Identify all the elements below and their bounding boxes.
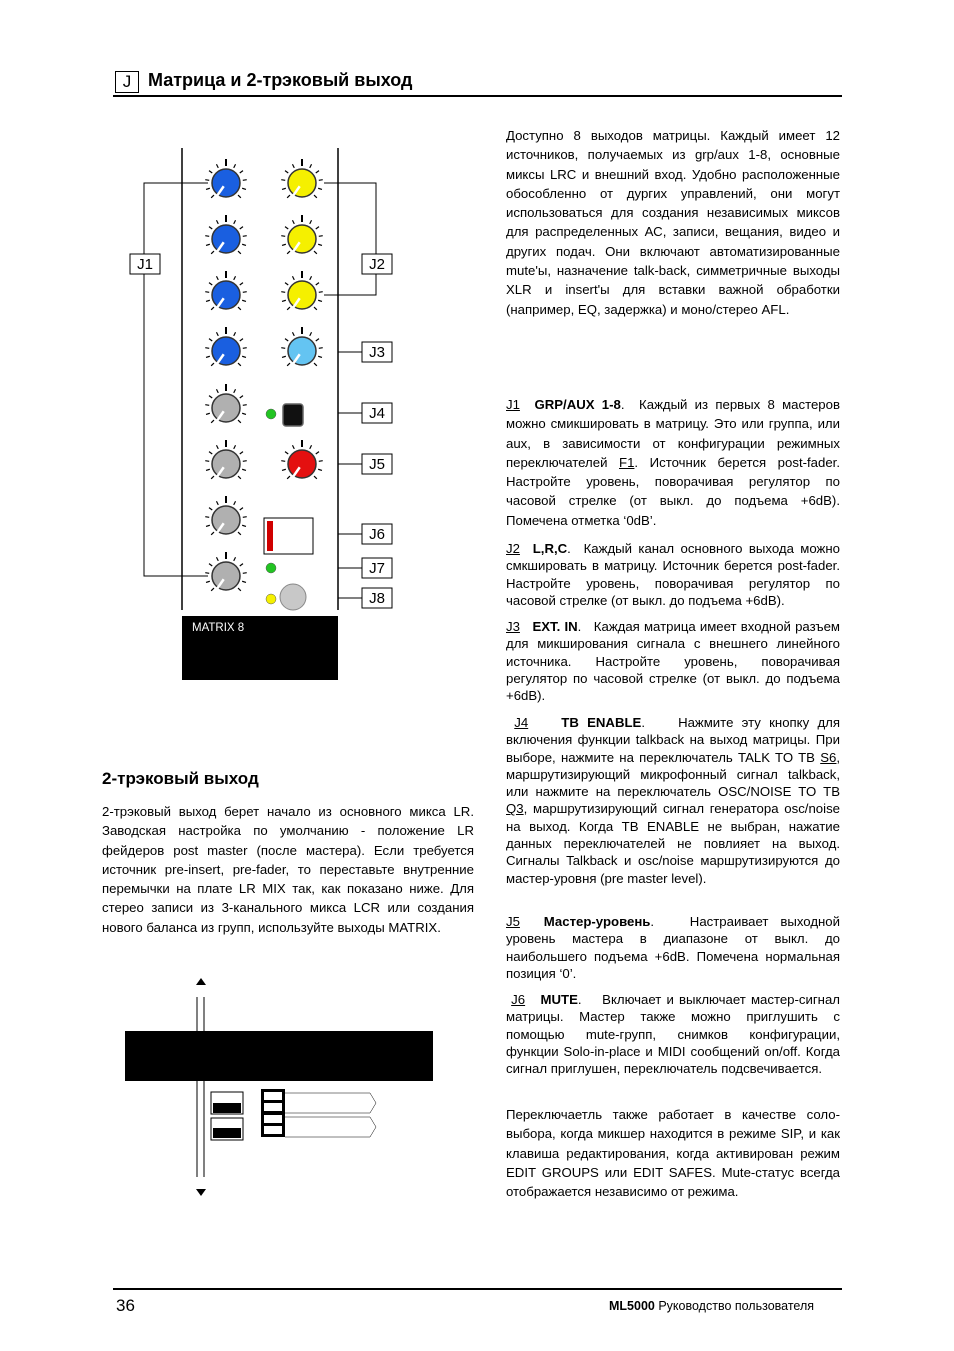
label-j2: [362, 254, 392, 274]
item-ref: J6: [511, 992, 526, 1007]
item-ref: J3: [506, 619, 520, 634]
svg-text:J8: J8: [369, 590, 385, 607]
item-title: TB ENABLE: [561, 715, 642, 730]
label-j8: [362, 588, 392, 608]
item-ref: J4: [514, 715, 529, 730]
intro-paragraph: Доступно 8 выходов матрицы. Каждый имеет 12 источников, получаемых из grp/aux 1-8, основные миксы LRC и внешний вход. Удобно расположенные обособленно от дургих управлений, они могут использоваться для создания независимых миксов для распределенных АС, записи, вещания, видео и других подач. Они включают автоматизированные mute'ы, назначение talk-back, симметричные выходы XLR и insert'ы для вставки важной обработки (например, EQ, задержка) и моно/стерео AFL.: [506, 128, 840, 317]
cross-ref-link[interactable]: S6,: [820, 749, 840, 765]
page-number: 36: [116, 1296, 135, 1315]
item-title: MUTE: [540, 992, 578, 1007]
svg-text:J4: J4: [369, 405, 385, 422]
arrow-down-icon: [196, 1189, 206, 1196]
item-ref: J1: [506, 397, 520, 412]
label-j1: [130, 254, 160, 274]
svg-text:J5: J5: [369, 456, 385, 473]
label-j7: [362, 558, 392, 578]
footer-rule: [113, 1288, 842, 1290]
arrow-up-icon: [196, 978, 206, 985]
figure-labels: [120, 140, 400, 690]
svg-text:J7: J7: [369, 560, 385, 577]
item-j1: J1 GRP/AUX 1-8. Каждый из первых 8 мастеров можно смикшировать в матрицу. Это или группа, или aux, в зависимости от конфигурации режимных переключателей F1. Источник берется post-fader. Настройте уровень, поворачивая регулятор по часовой стрелке (от выкл. до подъема +6dB). Помечена отметка ‘0dB’.: [506, 397, 840, 528]
twotrack-paragraph: 2-трэковый выход берет начало из основного микса LR. Заводская настройка по умолчанию - положение LR фейдеров post master (после мастера). Если требуется источник pre-insert, pre-fader, то переставьте внутренние перемычки на плате LR MIX так, как показано ниже. Для стерео записи из 3-канального микса LCR или создания нового баланса из групп, используйте выходы MATRIX.: [102, 804, 474, 935]
item-j6: J6 MUTE. Включает и выключает мастер-сигнал матрицы. Мастер также можно приглушить с помощью mute-групп, снимков конфигурации, функции Solo-in-place и MIDI сообщений on/off. Когда сигнал приглушен, переключатель подсвечивается.: [506, 992, 840, 1077]
label-j6: [362, 524, 392, 544]
twotrack-heading: 2-трэковый выход: [102, 769, 259, 788]
board-edge: [125, 1031, 433, 1081]
item-title: L,R,C: [532, 541, 568, 556]
section-title: Матрица и 2-трэковый выход: [148, 70, 413, 90]
mute-extra-paragraph: Переключаетль также работает в качестве соло-выбора, когда микшер находится в режиме SIP, и как клавиша редактирования, когда активирован режим EDIT GROUPS или EDIT SAFES. Mute-статус всегда отображается независимо от режима.: [506, 1107, 840, 1200]
label-j4: [362, 403, 392, 423]
label-j3: [362, 342, 392, 362]
item-j2: J2 L,R,C. Каждый канал основного выхода можно смкшировать в матрицу. Источник берется post-fader. Настройте уровень, поворачивая регулятор по часовой стрелке (от выкл. до подъема +6dB).: [506, 541, 840, 608]
item-title: Мастер-уровень: [543, 914, 651, 929]
item-ref: J2: [506, 541, 520, 556]
footer-title: ML5000 Руководство пользователя: [609, 1299, 815, 1313]
item-title: EXT. IN: [532, 619, 578, 634]
svg-text:J6: J6: [369, 526, 385, 543]
item-ref: J5: [506, 914, 520, 929]
item-j3: J3 EXT. IN. Каждая матрица имеет входной разъем для микширования сигнала с внешнего линейного источника. Настройте уровень, поворачивая регулятор по часовой стрелке (от выкл. до подъема +6dB).: [506, 619, 840, 704]
cross-ref-link[interactable]: Q3: [506, 801, 524, 817]
section-letter-box: J: [115, 71, 139, 93]
svg-text:J3: J3: [369, 344, 385, 361]
svg-text:J2: J2: [369, 256, 385, 273]
header-rule: [113, 95, 842, 97]
item-j4: J4 TB ENABLE. Нажмите эту кнопку для включения функции talkback на выход матрицы. При выборе, нажмите на переключатель TALK TO TB S6, маршрутизирующий микрофонный сигнал talkback, или нажмите на переключатель OSC/NOISE TO TB Q3, маршрутизирующий сигнал генератора osc/noise на выход. Когда TB ENABLE не выбран, нажатие данных переключателей не повлияет на выход. Сигналы Talkback и osc/noise маршрутизируются до мастер-уровня (pre master level).: [506, 715, 840, 886]
matrix-name-text: MATRIX 8: [192, 622, 245, 634]
label-j5: [362, 454, 392, 474]
cross-ref-link[interactable]: F1: [619, 454, 635, 470]
item-title: GRP/AUX 1-8: [534, 397, 621, 412]
item-j5: J5 Мастер-уровень. Настраивает выходной уровень мастера в диапазоне от выкл. до наибольшего подъема +6dB. Помечена нормальная позиция ‘0’.: [506, 914, 841, 981]
svg-text:J1: J1: [137, 256, 153, 273]
jumper-diagram: [120, 972, 440, 1202]
